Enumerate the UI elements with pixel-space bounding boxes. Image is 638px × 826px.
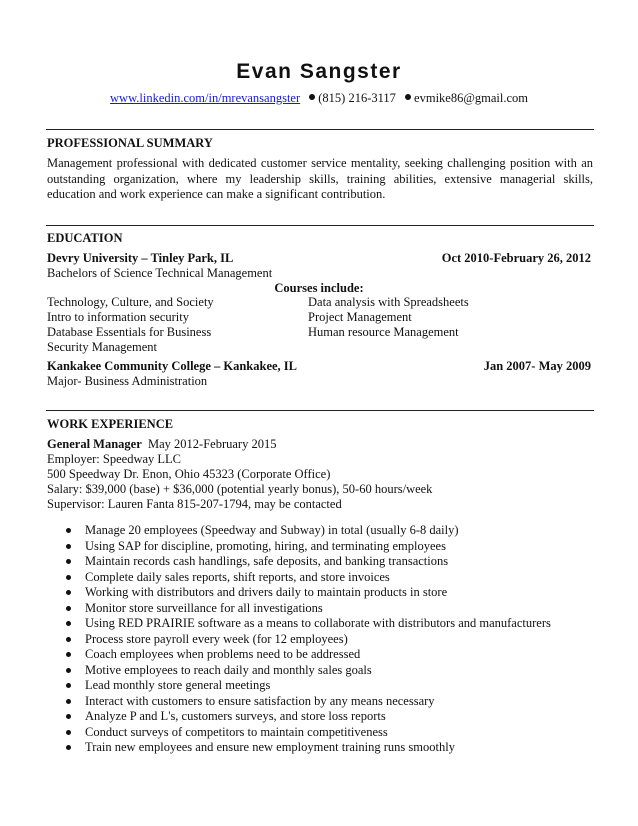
course-item: Security Management xyxy=(47,340,158,354)
job-dates: May 2012-February 2015 xyxy=(148,437,277,451)
contact-line xyxy=(0,91,638,106)
section-divider xyxy=(46,410,594,411)
linkedin-link[interactable]: www.linkedin.com/in/mrevansangster xyxy=(110,91,301,105)
list-item: Conduct surveys of competitors to maintain competitiveness xyxy=(47,725,551,741)
section-divider xyxy=(46,129,594,130)
list-item: Train new employees and ensure new employment training runs smoothly xyxy=(47,740,551,756)
courses-label: Courses include: xyxy=(274,281,364,295)
course-item: Human resource Management xyxy=(308,325,459,339)
list-item: Lead monthly store general meetings xyxy=(47,678,551,694)
school-name: Kankakee Community College – Kankakee, IL xyxy=(47,359,298,373)
major: Major- Business Administration xyxy=(47,374,208,388)
bullet-dot-icon xyxy=(405,94,411,100)
course-item: Project Management xyxy=(308,310,412,324)
bullet-dot-icon xyxy=(309,94,315,100)
list-item: Analyze P and L's, customers surveys, and store loss reports xyxy=(47,709,551,725)
course-item: Technology, Culture, and Society xyxy=(47,295,214,309)
list-item: Using SAP for discipline, promoting, hiring, and terminating employees xyxy=(47,539,551,555)
duties-list xyxy=(47,523,551,756)
list-item: Using RED PRAIRIE software as a means to collaborate with distributors and manufacturers xyxy=(47,616,551,632)
list-item: Manage 20 employees (Speedway and Subway) in total (usually 6-8 daily) xyxy=(47,523,551,539)
email-address: evmike86@gmail.com xyxy=(414,91,528,105)
degree: Bachelors of Science Technical Management xyxy=(47,266,273,280)
salary: Salary: $39,000 (base) + $36,000 (potential yearly bonus), 50-60 hours/week xyxy=(47,482,433,496)
list-item: Working with distributors and drivers daily to maintain products in store xyxy=(47,585,551,601)
list-item: Maintain records cash handlings, safe deposits, and banking transactions xyxy=(47,554,551,570)
list-item: Monitor store surveillance for all investigations xyxy=(47,601,551,617)
work-heading: WORK EXPERIENCE xyxy=(47,417,174,431)
education-heading: EDUCATION xyxy=(47,231,123,245)
section-divider xyxy=(46,225,594,226)
job-heading xyxy=(47,437,276,452)
school-dates: Oct 2010-February 26, 2012 xyxy=(441,251,591,265)
summary-text: Management professional with dedicated customer service mentality, seeking challenging position with an outstanding organization, where my leadership skills, training abilities, extensive managerial skills, education and work experience can make a significant contribution. xyxy=(47,156,593,201)
course-item: Intro to information security xyxy=(47,310,189,324)
employer-address: 500 Speedway Dr. Enon, Ohio 45323 (Corporate Office) xyxy=(47,467,331,481)
summary-heading: PROFESSIONAL SUMMARY xyxy=(47,136,213,150)
phone-number: (815) 216-3117 xyxy=(318,91,396,105)
list-item: Interact with customers to ensure satisfaction by any means necessary xyxy=(47,694,551,710)
job-title: General Manager xyxy=(47,437,142,451)
supervisor: Supervisor: Lauren Fanta 815-207-1794, may be contacted xyxy=(47,497,342,511)
list-item: Process store payroll every week (for 12 employees) xyxy=(47,632,551,648)
list-item: Motive employees to reach daily and monthly sales goals xyxy=(47,663,551,679)
course-item: Database Essentials for Business xyxy=(47,325,212,339)
school-dates: Jan 2007- May 2009 xyxy=(483,359,591,373)
school-name: Devry University – Tinley Park, IL xyxy=(47,251,234,265)
employer: Employer: Speedway LLC xyxy=(47,452,181,466)
list-item: Coach employees when problems need to be addressed xyxy=(47,647,551,663)
list-item: Complete daily sales reports, shift reports, and store invoices xyxy=(47,570,551,586)
course-item: Data analysis with Spreadsheets xyxy=(308,295,469,309)
candidate-name: Evan Sangster xyxy=(236,60,402,83)
